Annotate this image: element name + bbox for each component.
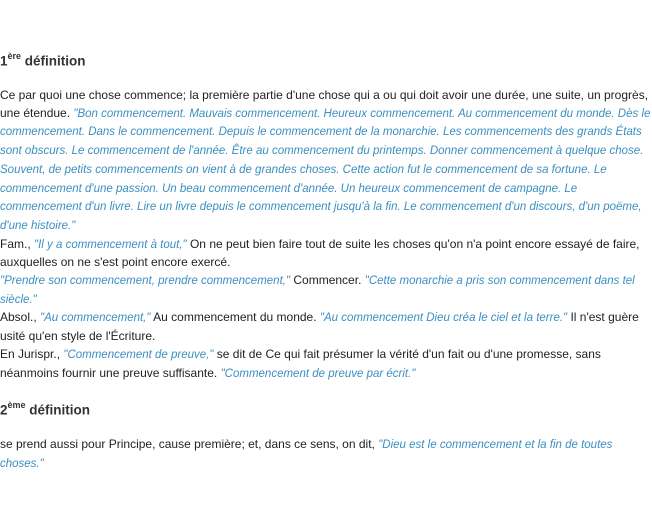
example-quote: "Prendre son commencement, prendre commencement," [0, 275, 291, 288]
definition-text: Fam., [0, 236, 35, 251]
definition-text: Il n'est guère usité qu'en style de l'Écriture. [0, 310, 639, 344]
definition-paragraph [0, 236, 652, 272]
example-quote: "Commencement de preuve par écrit." [220, 367, 416, 380]
definition-text: Ce par quoi une chose commence; la première partie d'une chose qui a ou qui doit avoir une durée, une suite, un progrès, une étendue. [0, 88, 649, 120]
definition-ordinal-suffix: ère [7, 51, 22, 61]
definition-text: Absol., [0, 310, 41, 325]
definition-heading-2 [0, 397, 90, 420]
definition-label: définition [24, 53, 86, 69]
definition-paragraph [0, 346, 652, 383]
definition-heading-1 [0, 48, 86, 71]
definition-text: Commencer. [290, 273, 365, 288]
definition-paragraph [0, 87, 652, 236]
definition-paragraph [0, 272, 652, 309]
example-quote: "Commencement de preuve," [63, 348, 214, 361]
example-quote: "Cette monarchie a pris son commencement dans tel siècle." [0, 275, 635, 306]
definition-body-2 [0, 436, 652, 473]
definition-text: En Jurispr., [0, 346, 64, 361]
definition-text: se prend aussi pour Principe, cause première; et, dans ce sens, on dit, [0, 437, 379, 451]
definition-text: On ne peut bien faire tout de suite les choses qu'on n'a point encore essayé de faire, auxquelles on ne s'est point encore exercé. [0, 236, 640, 270]
definition-ordinal-suffix: ème [7, 400, 26, 410]
definition-text: se dit de Ce qui fait présumer la vérité d'un fait ou d'une promesse, sans néanmoins fournir une preuve suffisante. [0, 346, 601, 380]
definition-paragraph [0, 309, 652, 345]
example-quote: "Au commencement," [40, 312, 151, 325]
example-quote: "Au commencement Dieu créa le ciel et la terre." [319, 312, 568, 325]
definition-number: 2 [0, 402, 8, 418]
definition-body-1 [0, 87, 652, 383]
definition-number: 1 [0, 53, 8, 69]
definition-label: définition [29, 402, 91, 418]
example-quote: "Il y a commencement à tout," [34, 238, 187, 251]
example-quote: "Bon commencement. Mauvais commencement. Heureux commencement. Au commencement du monde. Dès le commencement. Dans le commencement. Depuis le commencement de la monarchie. Les commencements des grands États sont obscurs. Le commencement de l'année. Être au commencement du printemps. Donner commencement à quelque chose. Souvent, de petits commencements on vient à de grandes choses. Cette action fut le commencement de sa fortune. Le commencement d'une passion. Un beau commencement d'année. Un heureux commencement de campagne. Le commencement d'un livre. Lire un livre depuis le commencement jusqu'à la fin. Le commencement d'un discours, d'un poëme, d'une histoire." [0, 107, 651, 232]
definition-paragraph [0, 436, 652, 473]
definition-text: Au commencement du monde. [150, 310, 320, 325]
example-quote: "Dieu est le commencement et la fin de toutes choses." [0, 439, 613, 470]
